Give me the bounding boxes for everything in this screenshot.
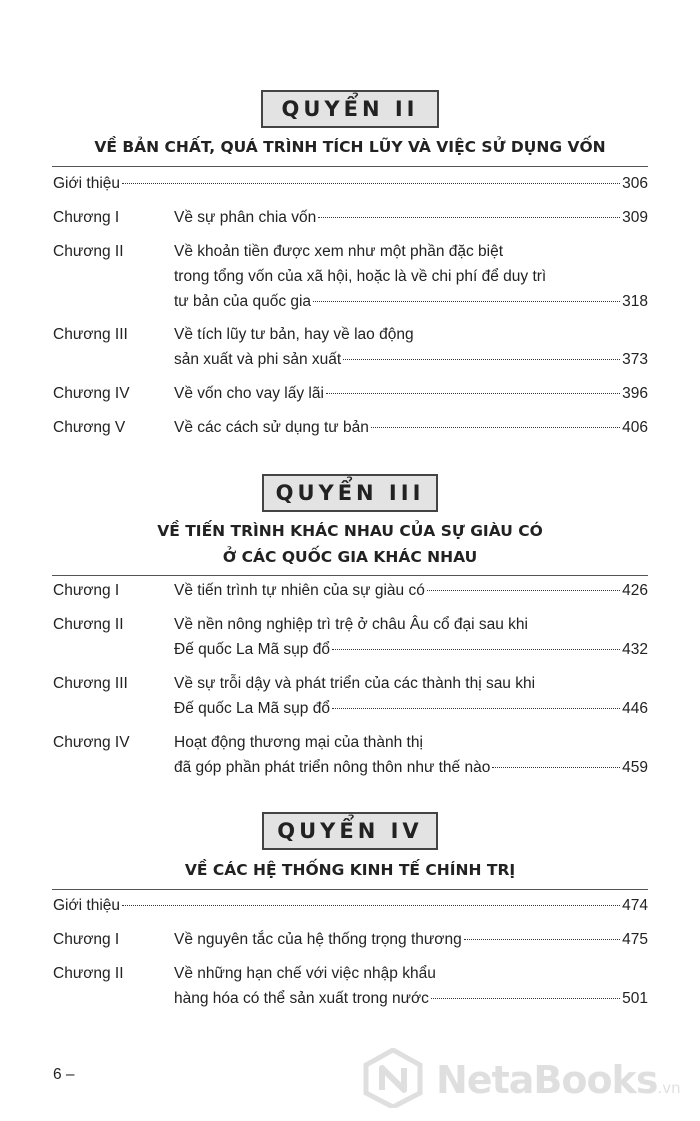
separator	[52, 166, 648, 167]
book-subtitle-2: VỀ BẢN CHẤT, QUÁ TRÌNH TÍCH LŨY VÀ VIỆC SỬ DỤNG VỐN	[94, 138, 606, 156]
book-subtitle-3: VỀ TIẾN TRÌNH KHÁC NHAU CỦA SỰ GIÀU CÓ Ở CÁC QUỐC GIA KHÁC NHAU	[157, 522, 543, 566]
separator	[52, 889, 648, 890]
separator	[52, 575, 648, 576]
watermark-text: NetaBooks.vn	[436, 1058, 681, 1102]
book-subtitle-4: VỀ CÁC HỆ THỐNG KINH TẾ CHÍNH TRỊ	[184, 861, 516, 879]
book-heading-4: QUYỂN IV	[262, 812, 438, 850]
watermark	[362, 1048, 682, 1108]
netabooks-logo-icon	[362, 1048, 424, 1108]
page-number: 6 –	[53, 1066, 75, 1083]
book-heading-3: QUYỂN III	[262, 474, 438, 512]
book-heading-2: QUYỂN II	[261, 90, 439, 128]
